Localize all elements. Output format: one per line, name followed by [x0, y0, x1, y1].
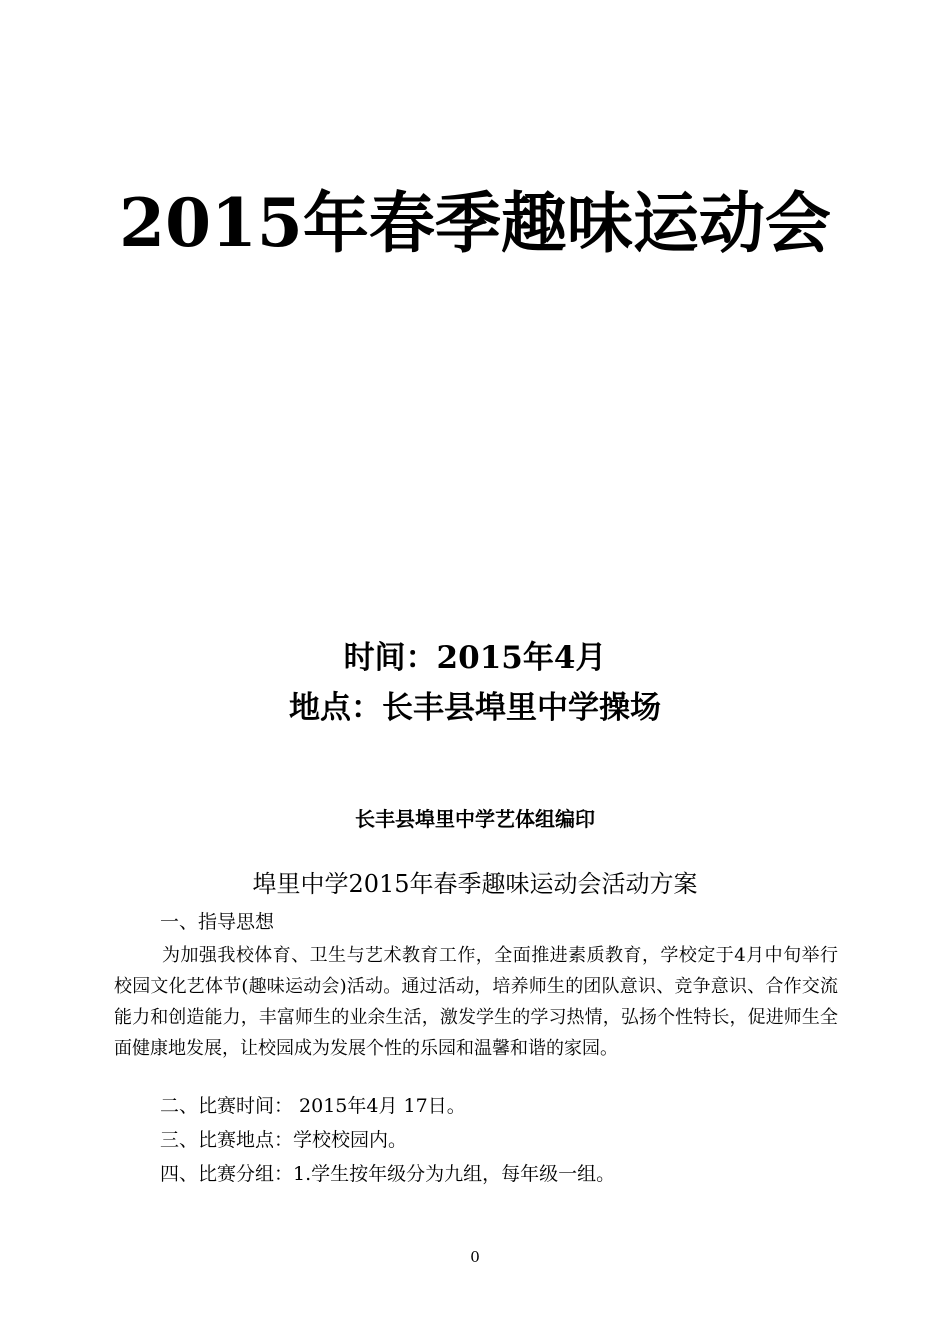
section-competition-place: 三、比赛地点：学校校园内。	[160, 1129, 408, 1151]
cover-title: 2015年春季趣味运动会	[119, 184, 831, 262]
event-place: 地点：长丰县埠里中学操场	[289, 690, 661, 726]
plan-title: 埠里中学2015年春季趣味运动会活动方案	[252, 870, 698, 898]
event-time: 时间：2015年4月	[343, 640, 607, 676]
section-competition-time: 二、比赛时间： 2015年4月 17日。	[160, 1095, 466, 1117]
section-body-guiding-idea: 为加强我校体育、卫生与艺术教育工作，全面推进素质教育，学校定于4月中旬举行校园文化艺体节(趣味运动会)活动。通过活动，培养师生的团队意识、竞争意识、合作交流能力和创造能力，丰富师生的业余生活，激发学生的学习热情，弘扬个性特长，促进师生全面健康地发展，让校园成为发展个性的乐园和温馨和谐的家园。	[114, 945, 838, 1059]
section-competition-groups: 四、比赛分组：1.学生按年级分为九组，每年级一组。	[160, 1163, 616, 1185]
editor-credit: 长丰县埠里中学艺体组编印	[355, 807, 595, 831]
page-number: 0	[470, 1248, 480, 1266]
section-heading-guiding-idea: 一、指导思想	[160, 911, 275, 933]
